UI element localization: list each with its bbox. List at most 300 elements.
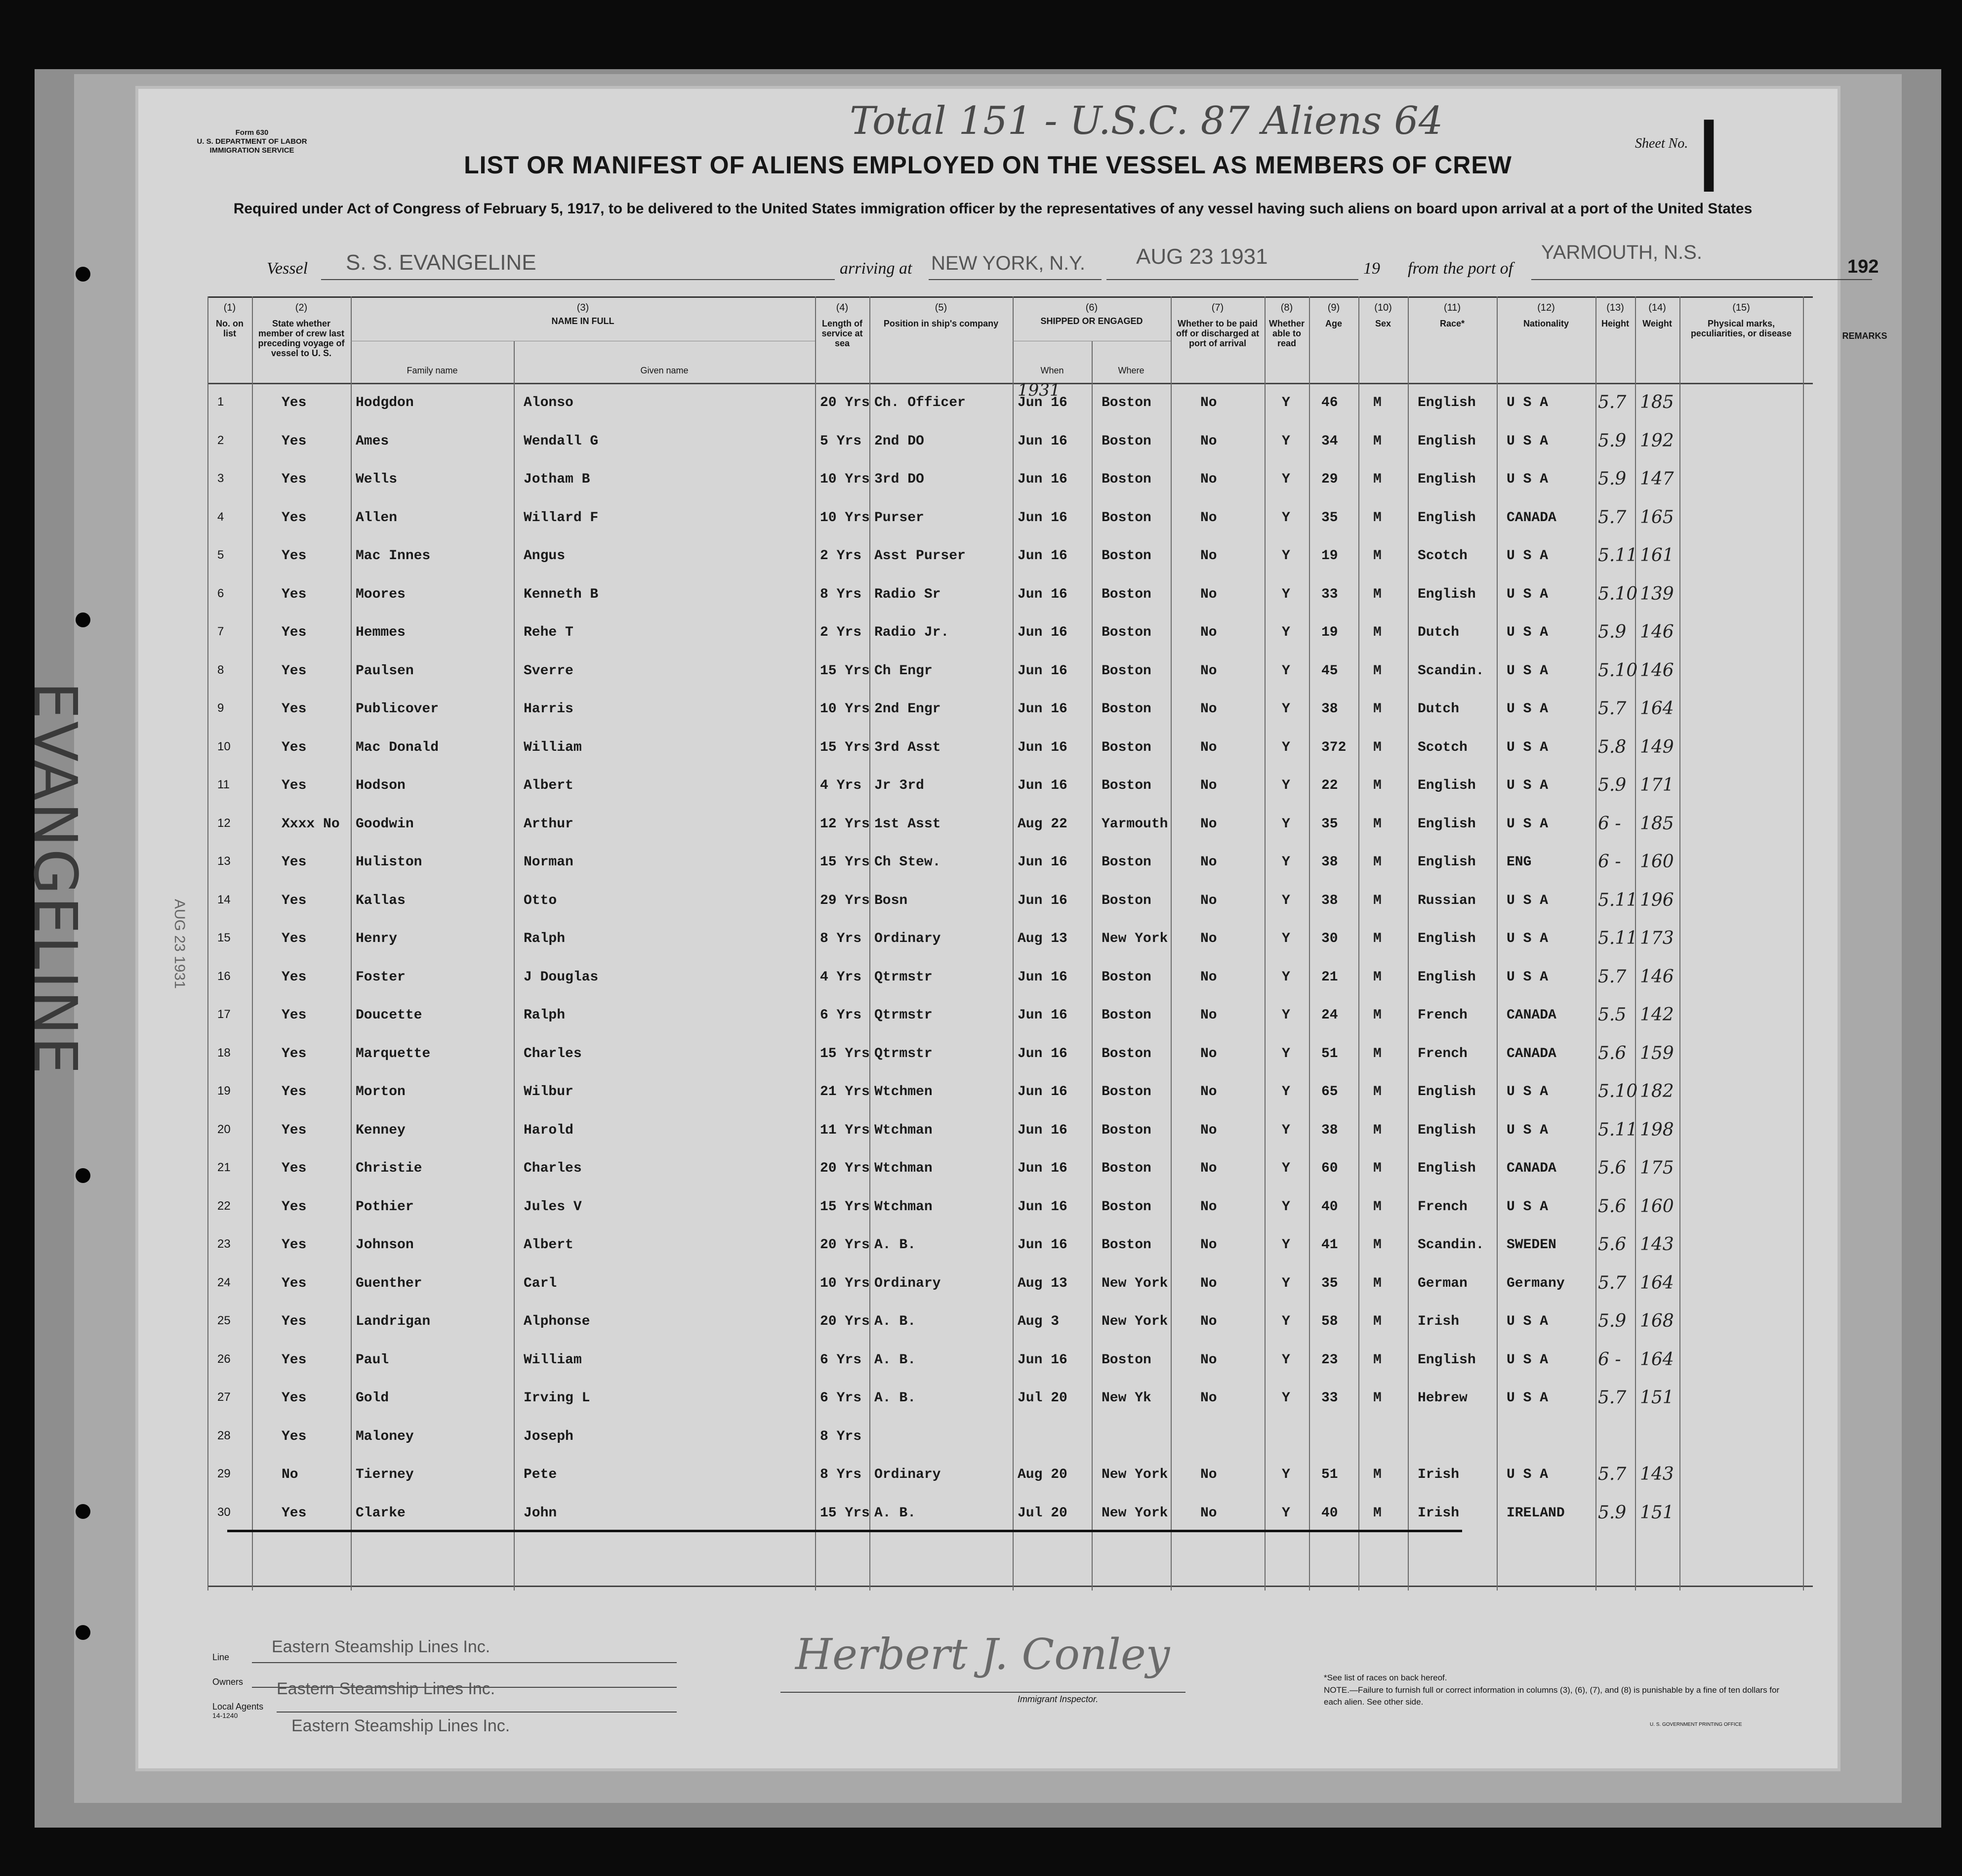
cell-nat: U S A [1507, 739, 1549, 755]
sheet-number: I [1694, 100, 1723, 215]
cell-service: 20 Yrs [820, 1161, 870, 1176]
cell-sex: M [1373, 1390, 1382, 1406]
cell-service: 8 Yrs [820, 586, 862, 602]
cell-service: 8 Yrs [820, 931, 862, 946]
cell-service: 21 Yrs [820, 1084, 870, 1100]
column-header: Whether to be paid off or discharged at port of arrival [1176, 319, 1260, 348]
cell-height: 5.6 [1598, 1158, 1627, 1178]
from-port: YARMOUTH, N.S. [1541, 242, 1702, 263]
column-header: Age [1325, 319, 1342, 328]
cell-nat: U S A [1507, 1390, 1549, 1406]
cell-paid: No [1200, 1161, 1217, 1176]
column-subheader-given: Given name [640, 366, 689, 375]
cell-age: 60 [1321, 1161, 1338, 1176]
cell-paid: No [1200, 1352, 1217, 1368]
cell-where: Boston [1102, 1161, 1151, 1176]
owners-value: Eastern Steamship Lines Inc. [277, 1679, 495, 1698]
cell-sex: M [1373, 395, 1382, 410]
cell-family: Kenney [356, 1122, 406, 1138]
column-header: Weight [1642, 319, 1672, 328]
cell-member: Yes [282, 1505, 307, 1521]
column-number: (2) [295, 302, 308, 313]
cell-no: 23 [217, 1237, 231, 1251]
inspector-label: Immigrant Inspector. [1018, 1694, 1099, 1704]
cell-read: Y [1282, 1275, 1290, 1291]
cell-weight: 149 [1640, 736, 1674, 757]
column-number: (1) [223, 302, 236, 313]
cell-weight: 185 [1640, 392, 1674, 412]
cell-member: Yes [282, 1428, 307, 1444]
cell-age: 38 [1321, 1122, 1338, 1138]
cell-paid: No [1200, 893, 1217, 908]
cell-paid: No [1200, 395, 1217, 410]
cell-position: 2nd DO [874, 433, 924, 449]
cell-race: English [1418, 778, 1476, 793]
column-header: State whether member of crew last preceding voyage of vessel to U. S. [258, 319, 345, 358]
cell-member: Yes [282, 510, 307, 526]
cell-position: A. B. [874, 1505, 916, 1521]
cell-read: Y [1282, 739, 1290, 755]
cell-member: Yes [282, 586, 307, 602]
cell-age: 45 [1321, 663, 1338, 679]
cell-race: English [1418, 969, 1476, 985]
cell-family: Hodgdon [356, 395, 414, 410]
cell-no: 19 [217, 1084, 231, 1098]
from-label: from the port of [1408, 259, 1513, 278]
cell-service: 6 Yrs [820, 1008, 862, 1023]
cell-read: Y [1282, 663, 1290, 679]
cell-nat: U S A [1507, 1084, 1549, 1100]
cell-read: Y [1282, 433, 1290, 449]
cell-age: 34 [1321, 433, 1338, 449]
column-number: (12) [1537, 302, 1555, 313]
cell-given: Jotham B [524, 472, 590, 487]
cell-service: 15 Yrs [820, 1199, 870, 1215]
cell-age: 35 [1321, 1275, 1338, 1291]
cell-race: Scotch [1418, 548, 1468, 564]
cell-when: Jun 16 [1018, 510, 1067, 526]
column-header: Whether able to read [1269, 319, 1305, 348]
cell-member: Yes [282, 395, 307, 410]
cell-when: Jun 16 [1018, 969, 1067, 985]
cell-no: 15 [217, 931, 231, 944]
cell-member: Yes [282, 1008, 307, 1023]
cell-weight: 198 [1640, 1119, 1674, 1140]
column-subheader-family: Family name [407, 366, 458, 375]
cell-age: 21 [1321, 969, 1338, 985]
cell-read: Y [1282, 1352, 1290, 1368]
cell-service: 8 Yrs [820, 1428, 862, 1444]
cell-family: Marquette [356, 1046, 431, 1061]
cell-position: Radio Jr. [874, 625, 949, 640]
cell-paid: No [1200, 472, 1217, 487]
cell-paid: No [1200, 1122, 1217, 1138]
cell-when: Jun 16 [1018, 1161, 1067, 1176]
cell-family: Allen [356, 510, 398, 526]
cell-where: New York [1102, 1275, 1168, 1291]
agents-value: Eastern Steamship Lines Inc. [291, 1716, 510, 1735]
cell-read: Y [1282, 510, 1290, 526]
cell-age: 23 [1321, 1352, 1338, 1368]
cell-no: 12 [217, 816, 231, 830]
column-header: Position in ship's company [883, 319, 999, 328]
cell-paid: No [1200, 433, 1217, 449]
cell-height: 6 - [1598, 852, 1621, 872]
cell-age: 33 [1321, 1390, 1338, 1406]
cell-given: J Douglas [524, 969, 599, 985]
strikethrough-row-28 [227, 1530, 1462, 1532]
cell-service: 2 Yrs [820, 625, 862, 640]
cell-family: Foster [356, 969, 406, 985]
cell-family: Clarke [356, 1505, 406, 1521]
line-label: Line [212, 1652, 230, 1662]
cell-race: Dutch [1418, 701, 1460, 717]
cell-where: Boston [1102, 586, 1151, 602]
cell-race: English [1418, 855, 1476, 870]
cell-nat: U S A [1507, 701, 1549, 717]
column-number: (13) [1606, 302, 1624, 313]
cell-weight: 164 [1640, 698, 1674, 719]
cell-when: Jun 16 [1018, 739, 1067, 755]
cell-family: Huliston [356, 855, 422, 870]
cell-given: Jules V [524, 1199, 582, 1215]
punch-hole [76, 1504, 90, 1519]
cell-when: Aug 20 [1018, 1467, 1067, 1482]
cell-paid: No [1200, 778, 1217, 793]
cell-race: English [1418, 586, 1476, 602]
cell-given: William [524, 1352, 582, 1368]
cell-where: Boston [1102, 1237, 1151, 1253]
cell-member: Yes [282, 1161, 307, 1176]
column-number: (6) [1085, 302, 1098, 313]
cell-service: 2 Yrs [820, 548, 862, 564]
cell-race: Hebrew [1418, 1390, 1468, 1406]
cell-no: 7 [217, 625, 224, 638]
cell-member: Yes [282, 893, 307, 908]
cell-given: Angus [524, 548, 566, 564]
cell-when: Jun 16 [1018, 1352, 1067, 1368]
cell-given: Charles [524, 1161, 582, 1176]
column-number: (15) [1732, 302, 1750, 313]
cell-service: 11 Yrs [820, 1122, 870, 1138]
cell-nat: U S A [1507, 1314, 1549, 1329]
cell-race: German [1418, 1275, 1468, 1291]
cell-sex: M [1373, 472, 1382, 487]
cell-age: 41 [1321, 1237, 1338, 1253]
cell-age: 22 [1321, 778, 1338, 793]
cell-given: Carl [524, 1275, 557, 1291]
cell-position: Bosn [874, 893, 908, 908]
cell-read: Y [1282, 855, 1290, 870]
cell-height: 5.7 [1598, 1464, 1627, 1484]
cell-where: Boston [1102, 433, 1151, 449]
cell-race: Scotch [1418, 739, 1468, 755]
cell-height: 5.9 [1598, 1502, 1627, 1523]
cell-where: Boston [1102, 701, 1151, 717]
cell-where: Boston [1102, 778, 1151, 793]
cell-position: Radio Sr [874, 586, 941, 602]
cell-family: Hodson [356, 778, 406, 793]
manifest-sheet [20, 89, 1887, 1768]
cell-weight: 164 [1640, 1272, 1674, 1293]
cell-weight: 146 [1640, 660, 1674, 681]
cell-position: 1st Asst [874, 816, 941, 832]
cell-position: A. B. [874, 1390, 916, 1406]
cell-weight: 160 [1640, 852, 1674, 872]
cell-when: Jun 16 [1018, 663, 1067, 679]
owners-label: Owners [212, 1677, 244, 1687]
cell-race: English [1418, 472, 1476, 487]
cell-weight: 146 [1640, 622, 1674, 642]
column-number: (3) [576, 302, 589, 313]
cell-where: Boston [1102, 855, 1151, 870]
cell-read: Y [1282, 472, 1290, 487]
cell-position: Wtchman [874, 1122, 933, 1138]
cell-race: Dutch [1418, 625, 1460, 640]
cell-height: 5.7 [1598, 698, 1627, 719]
arriving-port: NEW YORK, N.Y. [931, 252, 1085, 274]
cell-position: Qtrmstr [874, 1046, 933, 1061]
cell-no: 24 [217, 1275, 231, 1289]
service-name: IMMIGRATION SERVICE [209, 146, 294, 155]
cell-sex: M [1373, 548, 1382, 564]
cell-given: Wilbur [524, 1084, 573, 1100]
cell-weight: 161 [1640, 545, 1674, 566]
cell-sex: M [1373, 931, 1382, 946]
cell-paid: No [1200, 816, 1217, 832]
cell-sex: M [1373, 893, 1382, 908]
cell-race: English [1418, 433, 1476, 449]
cell-height: 5.11 [1598, 890, 1638, 910]
cell-service: 6 Yrs [820, 1390, 862, 1406]
cell-when: Jun 16 [1018, 778, 1067, 793]
cell-service: 15 Yrs [820, 739, 870, 755]
cell-family: Publicover [356, 701, 439, 717]
cell-given: Albert [524, 778, 573, 793]
cell-no: 14 [217, 893, 231, 906]
cell-nat: CANADA [1507, 510, 1556, 526]
cell-nat: U S A [1507, 969, 1549, 985]
cell-nat: U S A [1507, 893, 1549, 908]
cell-read: Y [1282, 1314, 1290, 1329]
cell-weight: 142 [1640, 1005, 1674, 1025]
cell-nat: U S A [1507, 472, 1549, 487]
vessel-line [267, 242, 1897, 289]
cell-paid: No [1200, 969, 1217, 985]
cell-member: Yes [282, 1352, 307, 1368]
cell-read: Y [1282, 1467, 1290, 1482]
cell-where: Boston [1102, 472, 1151, 487]
cell-where: Boston [1102, 625, 1151, 640]
cell-service: 12 Yrs [820, 816, 870, 832]
cell-age: 24 [1321, 1008, 1338, 1023]
cell-where: Boston [1102, 1046, 1151, 1061]
cell-age: 65 [1321, 1084, 1338, 1100]
cell-no: 9 [217, 701, 224, 715]
cell-where: New York [1102, 1505, 1168, 1521]
cell-where: Yarmouth [1102, 816, 1168, 832]
cell-height: 5.10 [1598, 1081, 1638, 1101]
cell-paid: No [1200, 1314, 1217, 1329]
cell-when: Jun 16 [1018, 1084, 1067, 1100]
cell-race: French [1418, 1199, 1468, 1215]
cell-age: 51 [1321, 1046, 1338, 1061]
cell-weight: 146 [1640, 966, 1674, 987]
column-number: (7) [1211, 302, 1224, 313]
cell-race: English [1418, 931, 1476, 946]
cell-weight: 164 [1640, 1349, 1674, 1370]
cell-position: A. B. [874, 1237, 916, 1253]
cell-given: Wendall G [524, 433, 599, 449]
cell-race: English [1418, 1161, 1476, 1176]
cell-weight: 143 [1640, 1234, 1674, 1255]
cell-sex: M [1373, 663, 1382, 679]
cell-height: 6 - [1598, 813, 1621, 834]
cell-when: Jun 16 [1018, 1199, 1067, 1215]
cell-member: Yes [282, 739, 307, 755]
cell-sex: M [1373, 586, 1382, 602]
cell-age: 19 [1321, 548, 1338, 564]
cell-height: 5.9 [1598, 1311, 1627, 1331]
cell-position: 2nd Engr [874, 701, 941, 717]
cell-where: New York [1102, 1314, 1168, 1329]
cell-no: 17 [217, 1008, 231, 1021]
cell-family: Gold [356, 1390, 389, 1406]
cell-height: 5.10 [1598, 583, 1638, 604]
agents-label: Local Agents [212, 1702, 264, 1712]
cell-sex: M [1373, 433, 1382, 449]
cell-weight: 173 [1640, 928, 1674, 948]
cell-when: Aug 3 [1018, 1314, 1060, 1329]
cell-where: Boston [1102, 1084, 1151, 1100]
cell-member: Yes [282, 701, 307, 717]
cell-when: Aug 13 [1018, 1275, 1067, 1291]
cell-family: Ames [356, 433, 389, 449]
cell-where: Boston [1102, 1008, 1151, 1023]
cell-position: Ch. Officer [874, 395, 966, 410]
cell-service: 20 Yrs [820, 1314, 870, 1329]
line-value: Eastern Steamship Lines Inc. [272, 1637, 490, 1656]
cell-no: 13 [217, 855, 231, 868]
cell-paid: No [1200, 1008, 1217, 1023]
column-number: (11) [1443, 302, 1461, 313]
cell-sex: M [1373, 1237, 1382, 1253]
cell-height: 5.7 [1598, 507, 1627, 528]
department-name: U. S. DEPARTMENT OF LABOR [197, 137, 307, 146]
column-number: (14) [1648, 302, 1666, 313]
cell-given: Ralph [524, 1008, 566, 1023]
inspector-signature: Herbert J. Conley [795, 1630, 1170, 1679]
cell-nat: U S A [1507, 433, 1549, 449]
cell-no: 20 [217, 1122, 231, 1136]
cell-service: 6 Yrs [820, 1352, 862, 1368]
cell-service: 15 Yrs [820, 1505, 870, 1521]
cell-nat: U S A [1507, 395, 1549, 410]
column-number: (10) [1374, 302, 1392, 313]
cell-height: 5.7 [1598, 392, 1627, 412]
cell-service: 15 Yrs [820, 855, 870, 870]
cell-nat: U S A [1507, 1199, 1549, 1215]
cell-family: Mac Donald [356, 739, 439, 755]
cell-age: 19 [1321, 625, 1338, 640]
cell-service: 8 Yrs [820, 1467, 862, 1482]
cell-no: 5 [217, 548, 224, 562]
cell-nat: ENG [1507, 855, 1532, 870]
cell-where: New York [1102, 1467, 1168, 1482]
cell-given: Arthur [524, 816, 573, 832]
cell-race: Russian [1418, 893, 1476, 908]
column-header: Sex [1375, 319, 1391, 328]
vessel-label: Vessel [267, 259, 308, 278]
cell-service: 15 Yrs [820, 1046, 870, 1061]
cell-height: 5.8 [1598, 736, 1627, 757]
cell-read: Y [1282, 1199, 1290, 1215]
cell-age: 58 [1321, 1314, 1338, 1329]
cell-when: Jun 16 [1018, 625, 1067, 640]
column-number: (4) [836, 302, 849, 313]
cell-weight: 175 [1640, 1158, 1674, 1178]
cell-given: Rehe T [524, 625, 573, 640]
cell-no: 3 [217, 472, 224, 485]
cell-weight: 196 [1640, 890, 1674, 910]
cell-when: Jun 16 [1018, 433, 1067, 449]
cell-member: Yes [282, 1122, 307, 1138]
cell-race: Irish [1418, 1505, 1460, 1521]
column-subheader-where: Where [1118, 366, 1144, 375]
cell-sex: M [1373, 1505, 1382, 1521]
cell-member: Yes [282, 1084, 307, 1100]
cell-service: 10 Yrs [820, 701, 870, 717]
cell-service: 20 Yrs [820, 395, 870, 410]
cell-family: Goodwin [356, 816, 414, 832]
cell-nat: IRELAND [1507, 1505, 1565, 1521]
cell-age: 51 [1321, 1467, 1338, 1482]
cell-paid: No [1200, 701, 1217, 717]
cell-where: Boston [1102, 969, 1151, 985]
column-header: Height [1601, 319, 1629, 328]
cell-position: Ch Stew. [874, 855, 941, 870]
cell-where: Boston [1102, 739, 1151, 755]
cell-position: Ordinary [874, 1275, 941, 1291]
cell-paid: No [1200, 1237, 1217, 1253]
cell-paid: No [1200, 1275, 1217, 1291]
cell-family: Johnson [356, 1237, 414, 1253]
cell-member: Yes [282, 969, 307, 985]
cell-no: 11 [217, 778, 230, 791]
cell-position: Ordinary [874, 931, 941, 946]
cell-height: 5.6 [1598, 1043, 1627, 1063]
cell-family: Landrigan [356, 1314, 431, 1329]
cell-where: New Yk [1102, 1390, 1151, 1406]
cell-member: Yes [282, 1046, 307, 1061]
cell-age: 35 [1321, 510, 1338, 526]
punch-hole [76, 612, 90, 627]
cell-sex: M [1373, 1352, 1382, 1368]
cell-no: 29 [217, 1467, 231, 1480]
cell-when: Jun 16 [1018, 1122, 1067, 1138]
cell-given: Alonso [524, 395, 573, 410]
cell-paid: No [1200, 1390, 1217, 1406]
cell-paid: No [1200, 548, 1217, 564]
cell-sex: M [1373, 1161, 1382, 1176]
cell-paid: No [1200, 1046, 1217, 1061]
cell-service: 10 Yrs [820, 1275, 870, 1291]
cell-position: Ch Engr [874, 663, 933, 679]
cell-weight: 147 [1640, 469, 1674, 489]
cell-no: 27 [217, 1390, 231, 1404]
punch-hole [76, 1168, 90, 1183]
cell-sex: M [1373, 1467, 1382, 1482]
